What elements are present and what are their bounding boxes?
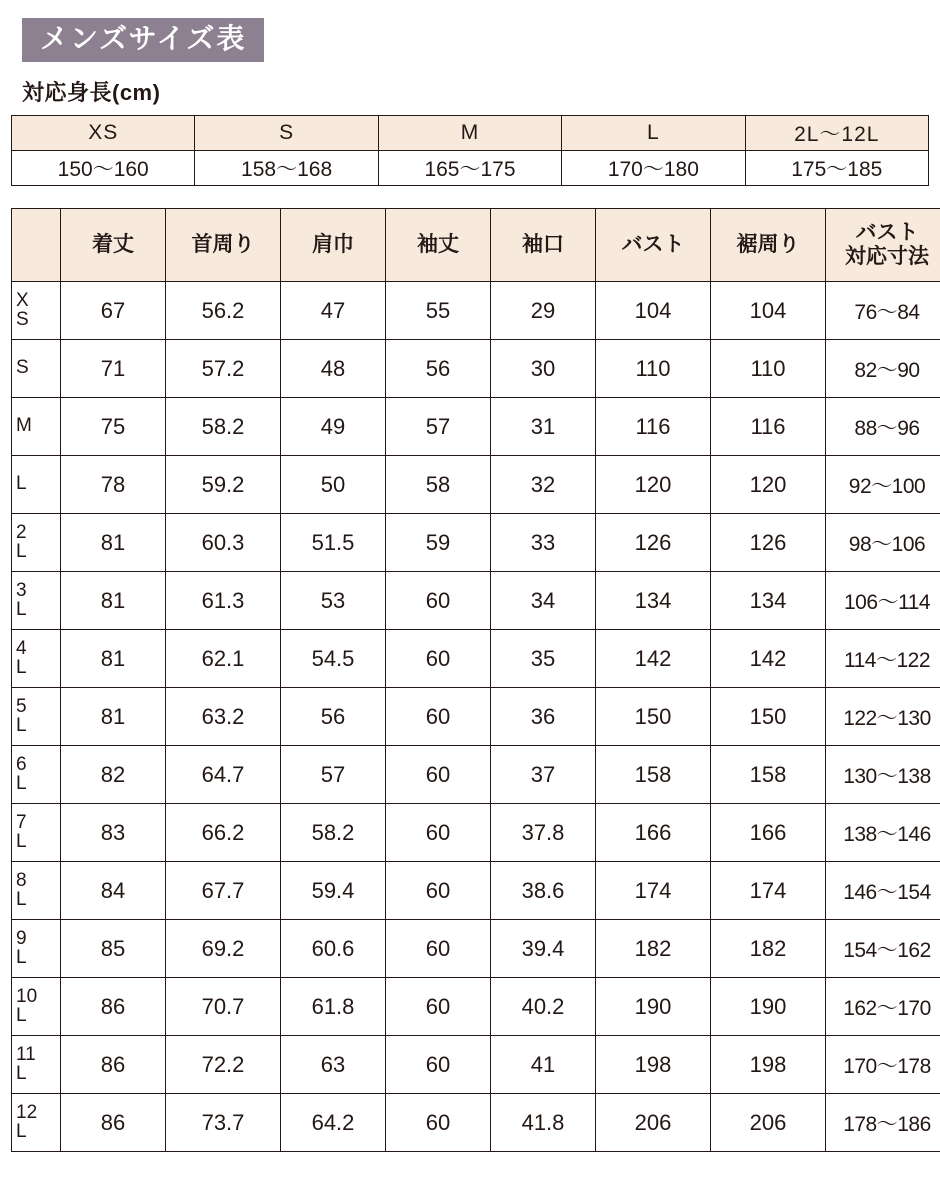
row-size-line2: L — [16, 946, 27, 968]
table-row — [12, 920, 940, 978]
row-header-size — [12, 920, 61, 978]
cell-shoulder: 54.5 — [281, 630, 386, 688]
cell-bust-fit: 178〜186 — [826, 1094, 940, 1152]
table-row — [12, 340, 940, 398]
table-corner-cell — [12, 209, 61, 282]
row-size-line2: L — [16, 714, 27, 736]
cell-bust-fit: 146〜154 — [826, 862, 940, 920]
table-row — [12, 398, 940, 456]
cell-neck: 73.7 — [166, 1094, 281, 1152]
cell-neck: 56.2 — [166, 282, 281, 340]
row-header-size — [12, 572, 61, 630]
cell-length: 86 — [61, 1036, 166, 1094]
cell-shoulder: 58.2 — [281, 804, 386, 862]
cell-sleeve-length: 60 — [386, 920, 491, 978]
column-header-shoulder: 肩巾 — [281, 209, 386, 282]
cell-hem: 174 — [711, 862, 826, 920]
cell-length: 81 — [61, 572, 166, 630]
cell-hem: 116 — [711, 398, 826, 456]
row-size-line2: L — [16, 540, 27, 562]
cell-shoulder: 53 — [281, 572, 386, 630]
column-header-cuff: 袖口 — [491, 209, 596, 282]
table-row — [12, 572, 940, 630]
height-table — [11, 115, 929, 186]
cell-bust-fit: 92〜100 — [826, 456, 940, 514]
table-row — [12, 630, 940, 688]
cell-shoulder: 47 — [281, 282, 386, 340]
cell-sleeve-length: 60 — [386, 630, 491, 688]
table-row — [12, 746, 940, 804]
row-size-line1: 8 — [16, 869, 27, 891]
row-size-line1: 11 — [16, 1043, 36, 1065]
height-table-header-row — [12, 116, 929, 151]
cell-hem: 104 — [711, 282, 826, 340]
row-header-size — [12, 456, 61, 514]
measurement-header-row — [12, 209, 940, 282]
cell-neck: 58.2 — [166, 398, 281, 456]
height-section-label: 対応身長(cm) — [22, 80, 161, 105]
cell-shoulder: 64.2 — [281, 1094, 386, 1152]
cell-length: 82 — [61, 746, 166, 804]
cell-hem: 166 — [711, 804, 826, 862]
cell-hem: 110 — [711, 340, 826, 398]
cell-bust-fit: 88〜96 — [826, 398, 940, 456]
cell-length: 83 — [61, 804, 166, 862]
height-size-cell: 2L〜12L — [745, 116, 928, 151]
height-range-cell: 150〜160 — [12, 151, 195, 186]
cell-bust-fit: 122〜130 — [826, 688, 940, 746]
cell-neck: 57.2 — [166, 340, 281, 398]
row-size-line2: L — [16, 888, 27, 910]
cell-bust-fit: 98〜106 — [826, 514, 940, 572]
cell-shoulder: 61.8 — [281, 978, 386, 1036]
cell-length: 67 — [61, 282, 166, 340]
cell-cuff: 36 — [491, 688, 596, 746]
cell-bust: 142 — [596, 630, 711, 688]
row-size-line2: L — [16, 1004, 27, 1026]
cell-bust-fit: 106〜114 — [826, 572, 940, 630]
row-header-size — [12, 1094, 61, 1152]
cell-length: 85 — [61, 920, 166, 978]
row-size-line2: L — [16, 830, 27, 852]
row-size-line1: L — [16, 473, 27, 495]
cell-sleeve-length: 60 — [386, 978, 491, 1036]
row-header-size — [12, 514, 61, 572]
cell-sleeve-length: 60 — [386, 862, 491, 920]
cell-length: 71 — [61, 340, 166, 398]
cell-hem: 150 — [711, 688, 826, 746]
table-row — [12, 282, 940, 340]
cell-cuff: 39.4 — [491, 920, 596, 978]
row-size-line2: S — [16, 308, 29, 330]
cell-hem: 198 — [711, 1036, 826, 1094]
row-size-line1: S — [16, 357, 29, 379]
row-header-size — [12, 862, 61, 920]
cell-length: 84 — [61, 862, 166, 920]
height-size-cell: S — [195, 116, 378, 151]
cell-sleeve-length: 56 — [386, 340, 491, 398]
row-header-size — [12, 340, 61, 398]
cell-bust-fit: 82〜90 — [826, 340, 940, 398]
row-header-size — [12, 282, 61, 340]
cell-hem: 190 — [711, 978, 826, 1036]
cell-neck: 66.2 — [166, 804, 281, 862]
cell-sleeve-length: 55 — [386, 282, 491, 340]
cell-length: 81 — [61, 514, 166, 572]
row-size-line1: X — [16, 289, 29, 311]
table-row — [12, 1094, 940, 1152]
height-size-cell: M — [378, 116, 561, 151]
column-header-neck: 首周り — [166, 209, 281, 282]
cell-cuff: 32 — [491, 456, 596, 514]
cell-neck: 67.7 — [166, 862, 281, 920]
cell-cuff: 33 — [491, 514, 596, 572]
row-header-size — [12, 630, 61, 688]
table-row — [12, 978, 940, 1036]
cell-bust: 166 — [596, 804, 711, 862]
height-range-cell: 158〜168 — [195, 151, 378, 186]
row-header-size — [12, 1036, 61, 1094]
height-range-cell: 165〜175 — [378, 151, 561, 186]
cell-neck: 63.2 — [166, 688, 281, 746]
height-size-cell: XS — [12, 116, 195, 151]
column-header-sleeve-length: 袖丈 — [386, 209, 491, 282]
row-size-line1: 7 — [16, 811, 27, 833]
cell-sleeve-length: 57 — [386, 398, 491, 456]
cell-neck: 62.1 — [166, 630, 281, 688]
cell-cuff: 41.8 — [491, 1094, 596, 1152]
row-size-line1: 6 — [16, 753, 27, 775]
cell-sleeve-length: 60 — [386, 804, 491, 862]
table-row — [12, 688, 940, 746]
cell-cuff: 37.8 — [491, 804, 596, 862]
row-size-line1: 3 — [16, 579, 27, 601]
row-size-line2: L — [16, 656, 27, 678]
table-row — [12, 1036, 940, 1094]
row-header-size — [12, 398, 61, 456]
cell-sleeve-length: 60 — [386, 572, 491, 630]
cell-length: 86 — [61, 1094, 166, 1152]
cell-sleeve-length: 60 — [386, 1094, 491, 1152]
table-row — [12, 514, 940, 572]
cell-shoulder: 50 — [281, 456, 386, 514]
cell-bust-fit: 114〜122 — [826, 630, 940, 688]
cell-hem: 206 — [711, 1094, 826, 1152]
measurement-table-head — [12, 209, 940, 282]
cell-neck: 70.7 — [166, 978, 281, 1036]
cell-bust: 190 — [596, 978, 711, 1036]
cell-shoulder: 63 — [281, 1036, 386, 1094]
row-size-line2: L — [16, 598, 27, 620]
column-header-bust-fit-line1: バスト — [855, 221, 919, 245]
cell-neck: 59.2 — [166, 456, 281, 514]
cell-neck: 61.3 — [166, 572, 281, 630]
row-size-line1: 9 — [16, 927, 27, 949]
cell-neck: 72.2 — [166, 1036, 281, 1094]
measurement-table-body — [12, 282, 940, 1152]
cell-hem: 126 — [711, 514, 826, 572]
row-size-line2: L — [16, 772, 27, 794]
cell-cuff: 35 — [491, 630, 596, 688]
cell-bust-fit: 162〜170 — [826, 978, 940, 1036]
cell-bust-fit: 154〜162 — [826, 920, 940, 978]
cell-length: 81 — [61, 688, 166, 746]
cell-bust: 206 — [596, 1094, 711, 1152]
row-size-line2: L — [16, 1062, 27, 1084]
cell-shoulder: 60.6 — [281, 920, 386, 978]
cell-hem: 158 — [711, 746, 826, 804]
cell-shoulder: 57 — [281, 746, 386, 804]
height-range-cell: 170〜180 — [562, 151, 745, 186]
cell-bust-fit: 130〜138 — [826, 746, 940, 804]
row-size-line2: L — [16, 1120, 27, 1142]
cell-length: 86 — [61, 978, 166, 1036]
cell-bust: 182 — [596, 920, 711, 978]
cell-shoulder: 56 — [281, 688, 386, 746]
cell-bust: 158 — [596, 746, 711, 804]
height-table-values-row — [12, 151, 929, 186]
cell-length: 81 — [61, 630, 166, 688]
height-table-body — [12, 116, 929, 186]
cell-bust-fit: 138〜146 — [826, 804, 940, 862]
column-header-bust-fit — [826, 209, 940, 282]
cell-cuff: 34 — [491, 572, 596, 630]
cell-cuff: 29 — [491, 282, 596, 340]
cell-bust: 104 — [596, 282, 711, 340]
page-title: メンズサイズ表 — [22, 18, 264, 62]
column-header-length: 着丈 — [61, 209, 166, 282]
measurement-table — [11, 208, 940, 1152]
column-header-bust-fit-line2: 対応寸法 — [845, 245, 929, 268]
row-size-line1: 10 — [16, 985, 38, 1007]
cell-sleeve-length: 60 — [386, 746, 491, 804]
cell-bust: 198 — [596, 1036, 711, 1094]
row-header-size — [12, 978, 61, 1036]
cell-cuff: 37 — [491, 746, 596, 804]
column-header-hem: 裾周り — [711, 209, 826, 282]
column-header-bust: バスト — [596, 209, 711, 282]
cell-cuff: 30 — [491, 340, 596, 398]
cell-sleeve-length: 60 — [386, 1036, 491, 1094]
table-row — [12, 804, 940, 862]
cell-hem: 120 — [711, 456, 826, 514]
row-size-line1: 12 — [16, 1101, 38, 1123]
cell-bust: 110 — [596, 340, 711, 398]
row-size-line1: 4 — [16, 637, 27, 659]
row-size-line1: 2 — [16, 521, 27, 543]
cell-bust: 126 — [596, 514, 711, 572]
height-size-cell: L — [562, 116, 745, 151]
cell-cuff: 38.6 — [491, 862, 596, 920]
cell-bust: 174 — [596, 862, 711, 920]
cell-neck: 60.3 — [166, 514, 281, 572]
row-header-size — [12, 688, 61, 746]
cell-bust-fit: 170〜178 — [826, 1036, 940, 1094]
cell-length: 78 — [61, 456, 166, 514]
cell-length: 75 — [61, 398, 166, 456]
cell-cuff: 41 — [491, 1036, 596, 1094]
cell-shoulder: 51.5 — [281, 514, 386, 572]
row-header-size — [12, 804, 61, 862]
row-size-line1: 5 — [16, 695, 27, 717]
cell-bust: 150 — [596, 688, 711, 746]
cell-bust: 120 — [596, 456, 711, 514]
cell-shoulder: 49 — [281, 398, 386, 456]
cell-sleeve-length: 58 — [386, 456, 491, 514]
cell-hem: 142 — [711, 630, 826, 688]
table-row — [12, 862, 940, 920]
cell-bust-fit: 76〜84 — [826, 282, 940, 340]
cell-neck: 69.2 — [166, 920, 281, 978]
cell-cuff: 31 — [491, 398, 596, 456]
table-row — [12, 456, 940, 514]
cell-sleeve-length: 59 — [386, 514, 491, 572]
cell-neck: 64.7 — [166, 746, 281, 804]
cell-sleeve-length: 60 — [386, 688, 491, 746]
row-size-line1: M — [16, 415, 32, 437]
cell-shoulder: 59.4 — [281, 862, 386, 920]
height-range-cell: 175〜185 — [745, 151, 928, 186]
cell-bust: 116 — [596, 398, 711, 456]
cell-hem: 134 — [711, 572, 826, 630]
cell-shoulder: 48 — [281, 340, 386, 398]
cell-cuff: 40.2 — [491, 978, 596, 1036]
row-header-size — [12, 746, 61, 804]
cell-bust: 134 — [596, 572, 711, 630]
cell-hem: 182 — [711, 920, 826, 978]
